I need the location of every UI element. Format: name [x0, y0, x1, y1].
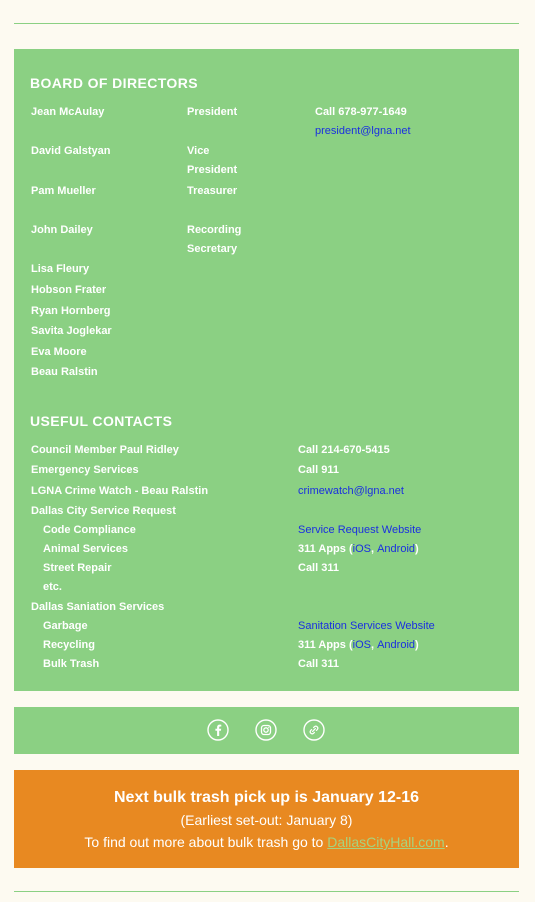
contact-value: Call 311 — [298, 658, 339, 670]
apps-separator: , — [370, 543, 378, 555]
link-icon[interactable] — [303, 719, 325, 741]
apps-suffix: ) — [415, 543, 419, 555]
top-divider — [14, 23, 519, 24]
contact-label: Dallas City Service Request — [31, 505, 176, 517]
contact-value: Call 214-670-5415 — [298, 444, 390, 456]
board-member-name: David Galstyan — [31, 145, 111, 157]
board-member-role: President — [187, 106, 238, 118]
board-member-name: Pam Mueller — [31, 185, 96, 197]
contact-sublabel: Bulk Trash — [43, 658, 100, 670]
contact-label: LGNA Crime Watch - Beau Ralstin — [31, 485, 209, 497]
contact-sublabel: Street Repair — [43, 562, 112, 574]
board-member-name: Beau Ralstin — [31, 366, 98, 378]
president-phone: Call 678-977-1649 — [315, 106, 407, 118]
sanitation-website-link[interactable]: Sanitation Services Website — [298, 620, 435, 632]
board-title: BOARD OF DIRECTORS — [30, 75, 198, 91]
board-member-role: Recording Secretary — [187, 224, 242, 255]
facebook-icon[interactable] — [207, 719, 229, 741]
android-app-link[interactable]: Android — [377, 639, 416, 651]
apps-separator: , — [370, 639, 378, 651]
board-member-name: Eva Moore — [31, 346, 87, 358]
president-email-link[interactable]: president@lgna.net — [315, 125, 411, 137]
bulk-trash-notice — [14, 770, 519, 868]
dallas-city-hall-link[interactable]: DallasCityHall.com — [327, 834, 445, 850]
board-member-role: Vice President — [187, 145, 238, 176]
board-member-name: Ryan Hornberg — [31, 305, 111, 317]
contact-sublabel: Animal Services — [43, 543, 128, 555]
contact-sublabel: etc. — [43, 581, 62, 593]
notice-more-info — [14, 834, 519, 850]
notice-more-suffix: . — [444, 834, 449, 850]
apps-prefix: 311 Apps ( — [298, 543, 353, 555]
apps-suffix: ) — [415, 639, 419, 651]
board-member-name: John Dailey — [31, 224, 93, 236]
contact-value: Call 311 — [298, 562, 339, 574]
service-request-website-link[interactable]: Service Request Website — [298, 524, 422, 536]
crimewatch-email-link[interactable]: crimewatch@lgna.net — [298, 485, 404, 497]
board-member-name: Hobson Frater — [31, 284, 107, 296]
contact-label: Emergency Services — [31, 464, 139, 476]
social-bar — [14, 707, 519, 754]
bottom-divider — [14, 891, 519, 892]
contact-sublabel: Code Compliance — [43, 524, 136, 536]
board-member-name: Lisa Fleury — [31, 263, 90, 275]
contact-sublabel: Recycling — [43, 639, 95, 651]
apps-311-line — [298, 540, 419, 559]
board-member-name: Jean McAulay — [31, 106, 105, 118]
contact-value: Call 911 — [298, 464, 339, 476]
notice-more-prefix: To find out more about bulk trash go to — [84, 834, 328, 850]
apps-311-line — [298, 636, 419, 655]
board-member-name: Savita Joglekar — [31, 325, 112, 337]
android-app-link[interactable]: Android — [377, 543, 416, 555]
instagram-icon[interactable] — [255, 719, 277, 741]
board-member-role: Treasurer — [187, 185, 238, 197]
contact-sublabel: Garbage — [43, 620, 88, 632]
contact-label: Dallas Saniation Services — [31, 601, 165, 613]
ios-app-link[interactable]: iOS — [352, 639, 371, 651]
ios-app-link[interactable]: iOS — [352, 543, 371, 555]
directory-panel — [14, 49, 519, 691]
notice-subline: (Earliest set-out: January 8) — [180, 812, 353, 828]
apps-prefix: 311 Apps ( — [298, 639, 353, 651]
contact-label: Council Member Paul Ridley — [31, 444, 179, 456]
contacts-title: USEFUL CONTACTS — [30, 413, 173, 429]
notice-headline: Next bulk trash pick up is January 12-16 — [113, 789, 419, 806]
